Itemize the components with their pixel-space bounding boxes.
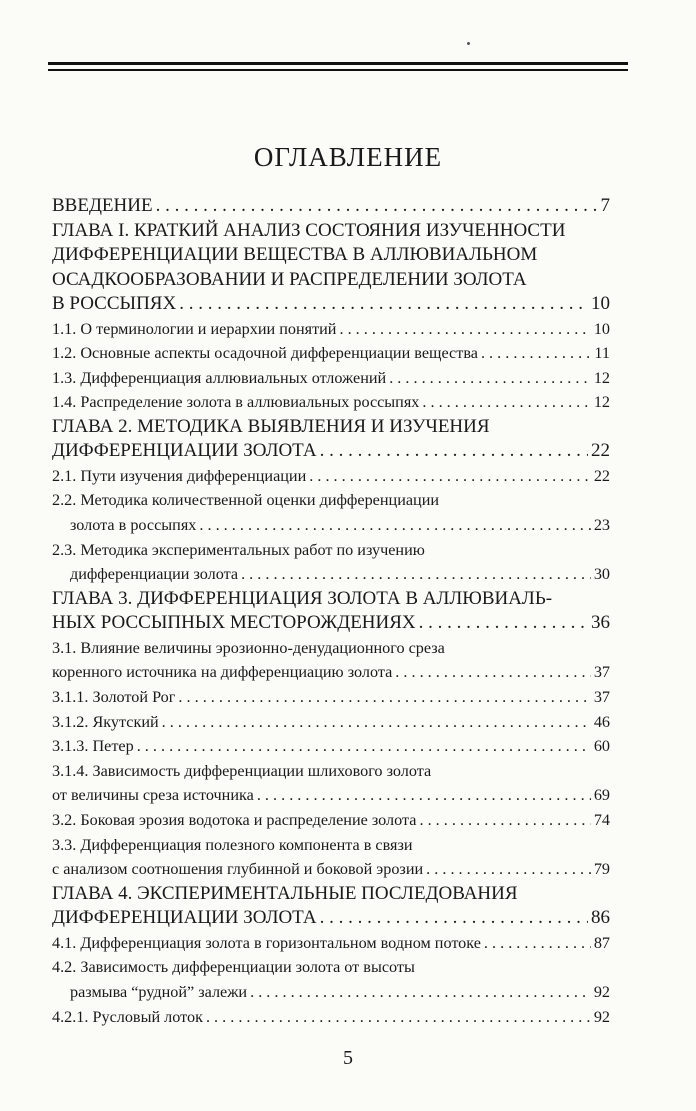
toc-entry-title: с анализом соотношения глубинной и боковой эрозии — [52, 860, 424, 879]
toc-entry — [52, 833, 610, 882]
dot-leader — [320, 439, 588, 464]
toc-entry-page: 79 — [593, 860, 610, 879]
dot-leader — [389, 366, 591, 391]
dot-leader — [162, 710, 591, 735]
toc-entry-title: 1.1. О терминологии и иерархии понятий — [52, 319, 337, 338]
toc-entry-title: от величины среза источника — [52, 786, 254, 805]
toc-entry-page: 46 — [593, 712, 610, 731]
toc-entry-title: ГЛАВА 4. ЭКСПЕРИМЕНТАЛЬНЫЕ ПОСЛЕДОВАНИЯ — [52, 882, 518, 904]
toc-entry-page: 37 — [593, 663, 610, 682]
toc-entry-page: 22 — [591, 440, 610, 462]
toc-entry-title: 3.1.1. Золотой Рог — [52, 688, 176, 707]
toc-entry-page: 37 — [593, 688, 610, 707]
toc-entry — [52, 219, 610, 317]
toc-entry — [52, 366, 610, 391]
toc-entry — [52, 636, 610, 685]
dot-leader — [419, 611, 588, 636]
toc-entry — [52, 759, 610, 808]
toc-entry — [52, 538, 610, 587]
toc-entry-page: 86 — [591, 907, 610, 929]
toc-entry-page: 74 — [593, 811, 610, 829]
dot-leader — [250, 980, 591, 1005]
toc-entry-page: 12 — [593, 368, 610, 387]
toc-entry-title: ВВЕДЕНИЕ — [52, 195, 153, 216]
toc-entry — [52, 955, 610, 1004]
toc-entry-title: 3.1. Влияние величины эрозионно-денудационного среза — [52, 638, 445, 657]
toc-entry-title: золота в россыпях — [70, 516, 197, 535]
table-of-contents — [52, 194, 610, 1029]
toc-entry-page: 60 — [593, 737, 610, 756]
toc-entry — [52, 808, 610, 833]
toc-entry-page: 30 — [593, 565, 610, 584]
toc-entry-title: 1.4. Распределение золота в аллювиальных россыпях — [52, 393, 420, 412]
toc-entry-title: ГЛАВА 2. МЕТОДИКА ВЫЯВЛЕНИЯ И ИЗУЧЕНИЯ — [52, 415, 490, 437]
page-number: 5 — [343, 1047, 353, 1069]
toc-entry-page: 36 — [591, 612, 610, 634]
toc-entry — [52, 882, 610, 931]
dot-leader — [484, 931, 591, 956]
toc-entry-title: ГЛАВА 3. ДИФФЕРЕНЦИАЦИЯ ЗОЛОТА В АЛЛЮВИАЛЬ- — [52, 587, 553, 609]
toc-entry-page: 87 — [593, 933, 610, 952]
dot-leader — [137, 734, 591, 759]
toc-entry-title: 3.1.2. Якутский — [52, 712, 159, 731]
toc-entry-page: 12 — [593, 393, 610, 412]
toc-entry-title: 3.1.4. Зависимость дифференциации шлихового золота — [52, 761, 432, 780]
toc-entry-page: 92 — [593, 1007, 610, 1026]
dot-leader — [419, 808, 590, 833]
toc-entry-title: 3.1.3. Петер — [52, 737, 134, 756]
toc-entry — [52, 464, 610, 489]
toc-entry-title: ДИФФЕРЕНЦИАЦИИ ВЕЩЕСТВА В АЛЛЮВИАЛЬНОМ — [52, 244, 538, 265]
toc-entry-title: В РОССЫПЯХ — [52, 293, 177, 314]
toc-entry-page: 22 — [593, 466, 610, 485]
toc-entry-page: 10 — [593, 319, 610, 338]
dot-leader — [206, 1005, 591, 1030]
toc-entry-title: ДИФФЕРЕНЦИАЦИИ ЗОЛОТА — [52, 440, 317, 462]
dot-leader — [178, 685, 590, 710]
toc-entry — [52, 341, 610, 366]
dot-leader — [309, 464, 591, 489]
toc-entry-page: 11 — [594, 344, 610, 363]
dot-leader — [422, 390, 590, 415]
toc-entry-title: 3.2. Боковая эрозия водотока и распределение золота — [52, 811, 417, 829]
toc-entry-title: дифференциации золота — [70, 565, 239, 584]
toc-entry-page: 23 — [593, 516, 610, 535]
dot-leader — [199, 513, 590, 538]
toc-entry-title: коренного источника на дифференциацию золота — [52, 663, 393, 682]
toc-entry-title: НЫХ РОССЫПНЫХ МЕСТОРОЖДЕНИЯХ — [52, 612, 416, 634]
dot-leader — [395, 660, 591, 685]
toc-entry-title: 1.2. Основные аспекты осадочной дифференциации вещества — [52, 344, 478, 363]
dot-leader — [257, 783, 591, 808]
toc-entry — [52, 1005, 610, 1030]
toc-entry-title: 4.2. Зависимость дифференциации золота от высоты — [52, 958, 415, 977]
toc-entry-title: 3.3. Дифференциация полезного компонента в связи — [52, 835, 413, 854]
toc-entry-title: 2.3. Методика экспериментальных работ по изучению — [52, 540, 425, 559]
toc-entry-page: 10 — [591, 293, 610, 314]
toc-entry — [52, 390, 610, 415]
toc-entry-title: размыва “рудной” залежи — [70, 982, 248, 1001]
toc-entry — [52, 317, 610, 342]
toc-entry-title: ГЛАВА I. КРАТКИЙ АНАЛИЗ СОСТОЯНИЯ ИЗУЧЕННОСТИ — [52, 219, 566, 241]
toc-entry — [52, 587, 610, 636]
toc-entry — [52, 710, 610, 735]
dot-leader — [481, 341, 591, 366]
toc-entry — [52, 194, 610, 219]
dot-leader — [426, 857, 591, 882]
dot-leader — [156, 194, 598, 219]
top-rule-thin — [48, 69, 628, 71]
toc-entry — [52, 734, 610, 759]
toc-entry — [52, 488, 610, 537]
page-title: ОГЛАВЛЕНИЕ — [253, 142, 443, 172]
dot-leader — [179, 292, 588, 317]
dot-leader — [320, 906, 588, 931]
toc-entry-title: 2.1. Пути изучения дифференциации — [52, 466, 307, 485]
toc-entry — [52, 931, 610, 956]
toc-entry-title: 2.2. Методика количественной оценки дифференциации — [52, 491, 440, 510]
dot-leader — [241, 562, 591, 587]
toc-entry-title: 1.3. Дифференциация аллювиальных отложений — [52, 368, 387, 387]
top-rule — [48, 62, 628, 65]
dot-leader — [339, 317, 590, 342]
toc-entry — [52, 415, 610, 464]
toc-entry-page: 7 — [600, 195, 610, 216]
toc-entry-title: 4.2.1. Русловый лоток — [52, 1007, 203, 1026]
toc-entry-title: ДИФФЕРЕНЦИАЦИИ ЗОЛОТА — [52, 907, 317, 929]
toc-entry-page: 92 — [593, 982, 610, 1001]
toc-entry — [52, 685, 610, 710]
toc-entry-title: ОСАДКООБРАЗОВАНИИ И РАСПРЕДЕЛЕНИИ ЗОЛОТА — [52, 268, 527, 290]
scan-speck — [467, 42, 470, 45]
toc-entry-page: 69 — [593, 786, 610, 805]
toc-entry-title: 4.1. Дифференциация золота в горизонтальном водном потоке — [52, 933, 481, 952]
